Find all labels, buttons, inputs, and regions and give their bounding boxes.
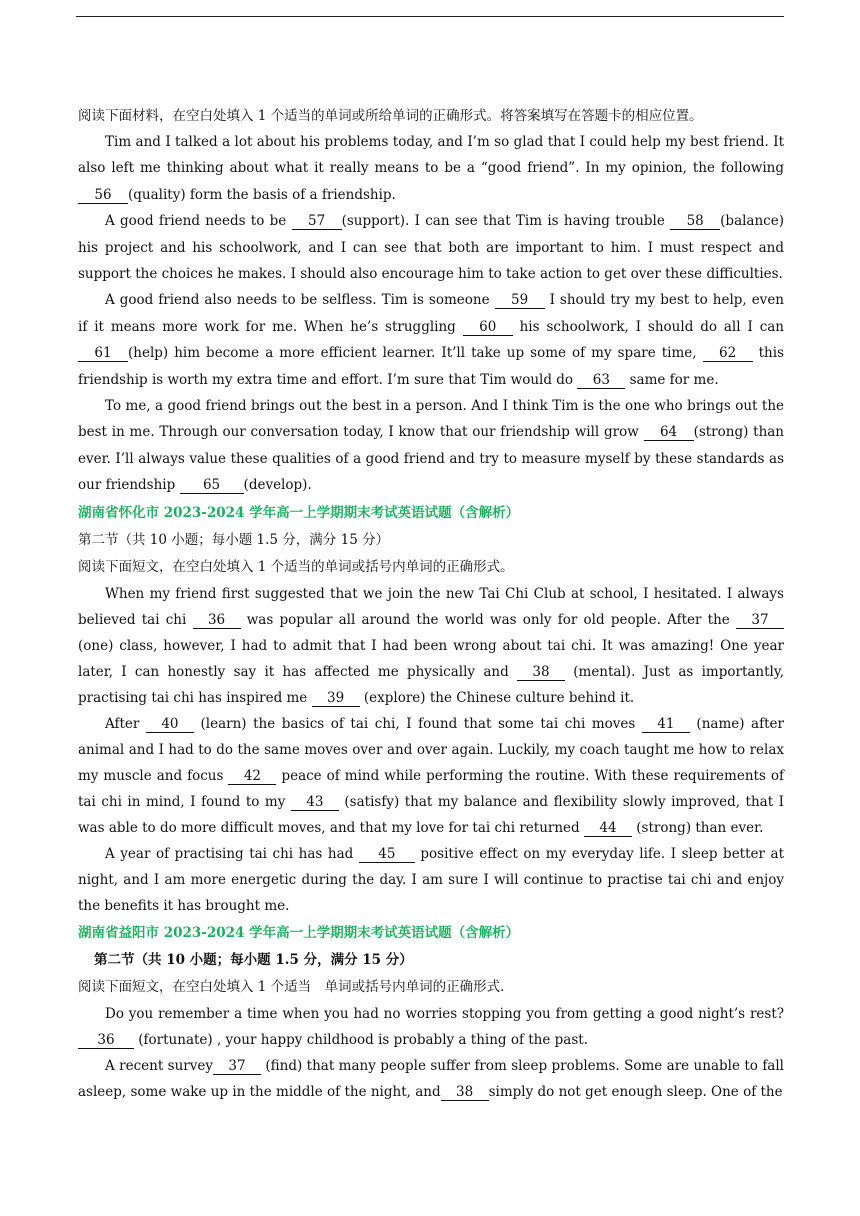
text-run: A year of practising tai chi has had [105, 845, 359, 862]
passage2-paragraph-2 [78, 711, 784, 841]
blank-43[interactable]: 43 [291, 795, 339, 811]
text-run: (satisfy) that my balance and flexibility slowly improved, that I was able to do more difficult moves, and that my love for tai chi returned [78, 793, 784, 836]
blank-36[interactable]: 36 [193, 613, 241, 629]
blank-64[interactable]: 64 [644, 425, 694, 441]
passage3-section-heading: 第二节（共 10 小题；每小题 1.5 分，满分 15 分） [94, 951, 413, 968]
passage2-paragraph-1 [78, 581, 784, 711]
text-run: I should try my best to help, even if it means more work for me. When he’s struggling [78, 292, 784, 335]
text-run: was popular all around the world was only for old people. After the [240, 611, 736, 628]
blank-44[interactable]: 44 [584, 821, 632, 837]
blank-62[interactable]: 62 [703, 346, 753, 362]
passage2-source-title: 湖南省怀化市 2023-2024 学年高一上学期期末考试英语试题（含解析） [78, 504, 520, 521]
blank-38[interactable]: 38 [441, 1085, 489, 1101]
text-run: To me, a good friend brings out the best in a person. And I think Tim is the one who brings out the best in me. Through our conversation today, I know that our friendship will grow [78, 398, 784, 441]
text-run: (support). I can see that Tim is having trouble [341, 213, 671, 230]
blank-45[interactable]: 45 [359, 847, 415, 863]
text-run: (strong) than ever. I’ll always value these qualities of a good friend and try to measure myself by these standards as our friendship [78, 424, 785, 494]
text-run: (strong) than ever. [631, 819, 764, 836]
passage3-source-title: 湖南省益阳市 2023-2024 学年高一上学期期末考试英语试题（含解析） [78, 924, 520, 941]
blank-58[interactable]: 58 [670, 214, 720, 230]
text-run: (explore) the Chinese culture behind it. [359, 689, 635, 706]
text-run: After [105, 715, 146, 732]
passage1-paragraph-2 [78, 208, 784, 287]
text-run: his schoolwork, I should do all I can [512, 318, 784, 335]
text-run: (fortunate) , your happy childhood is probably a thing of the past. [134, 1031, 588, 1048]
passage1-paragraph-3 [78, 287, 784, 393]
header-rule [76, 16, 784, 17]
document-page [78, 103, 784, 1105]
passage1-paragraph-1 [78, 129, 784, 208]
text-run: (develop). [243, 477, 312, 494]
text-run: (help) him become a more efficient learner. It’ll take up some of my spare time, [128, 345, 703, 362]
text-run: positive effect on my everyday life. I sleep better at night, and I am more energetic during the day. I am sure I will continue to practise tai chi and enjoy the benefits it has brought me. [78, 845, 784, 914]
passage2-instruction: 阅读下面短文，在空白处填入 1 个适当的单词或括号内单词的正确形式。 [78, 558, 514, 575]
text-run: (name) after animal and I had to do the same moves over and over again. Luckily, my coach taught me how to relax my muscle and focus [78, 715, 784, 784]
text-run: peace of mind while performing the routine. With these requirements of tai chi in mind, I found to my [78, 767, 784, 810]
blank-37[interactable]: 37 [213, 1059, 261, 1075]
passage1-instruction: 阅读下面材料，在空白处填入 1 个适当的单词或所给单词的正确形式。将答案填写在答题卡的相应位置。 [78, 108, 703, 124]
text-run: this friendship is worth my extra time and effort. I’m sure that Tim would do [78, 345, 784, 388]
blank-42[interactable]: 42 [228, 769, 276, 785]
text-run: (mental). Just as importantly, practising tai chi has inspired me [78, 663, 784, 706]
passage1-paragraph-4 [78, 393, 784, 499]
passage3-instruction: 阅读下面短文，在空白处填入 1 个适当 单词或括号内单词的正确形式. [78, 978, 505, 995]
text-run: (balance) his project and his schoolwork, and I can see that both are important to him. I must respect and support the choices he makes. I should also encourage him to take action to get over these difficulties. [78, 213, 784, 283]
text-run: (learn) the basics of tai chi, I found that some tai chi moves [193, 715, 642, 732]
text-run: A good friend needs to be [105, 213, 292, 230]
blank-40[interactable]: 40 [146, 717, 194, 733]
text-run: When my friend first suggested that we join the new Tai Chi Club at school, I hesitated. I always believed tai chi [78, 585, 784, 628]
passage2-paragraph-3 [78, 841, 784, 919]
blank-39[interactable]: 39 [312, 691, 360, 707]
text-run: simply do not get enough sleep. One of the [488, 1083, 783, 1100]
text-run: (one) class, however, I had to admit that I had been wrong about tai chi. It was amazing! One year later, I can honestly say it has affected me physically and [78, 637, 784, 680]
passage3-paragraph-2 [78, 1053, 784, 1105]
passage2-section-heading: 第二节（共 10 小题；每小题 1.5 分，满分 15 分） [78, 531, 390, 548]
blank-57[interactable]: 57 [292, 214, 342, 230]
blank-60[interactable]: 60 [463, 320, 513, 336]
blank-65[interactable]: 65 [180, 478, 244, 494]
text-run: A good friend also needs to be selfless. Tim is someone [105, 292, 495, 309]
blank-37[interactable]: 37 [736, 613, 784, 629]
blank-61[interactable]: 61 [78, 346, 128, 362]
text-run: Tim and I talked a lot about his problems today, and I’m so glad that I could help my best friend. It also left me thinking about what it really means to be a “good friend”. In my opinion, the following [78, 134, 784, 177]
blank-59[interactable]: 59 [495, 293, 545, 309]
text-run: (quality) form the basis of a friendship. [128, 186, 396, 203]
blank-36[interactable]: 36 [78, 1033, 134, 1049]
text-run: same for me. [625, 371, 719, 388]
text-run: Do you remember a time when you had no worries stopping you from getting a good night’s rest? [105, 1005, 784, 1022]
text-run: (find) that many people suffer from sleep problems. Some are unable to fall asleep, some wake up in the middle of the night, and [78, 1057, 784, 1100]
passage3-paragraph-1 [78, 1001, 784, 1053]
blank-56[interactable]: 56 [78, 188, 128, 204]
blank-63[interactable]: 63 [577, 373, 625, 389]
blank-38[interactable]: 38 [517, 665, 565, 681]
text-run: A recent survey [105, 1057, 213, 1074]
blank-41[interactable]: 41 [642, 717, 690, 733]
